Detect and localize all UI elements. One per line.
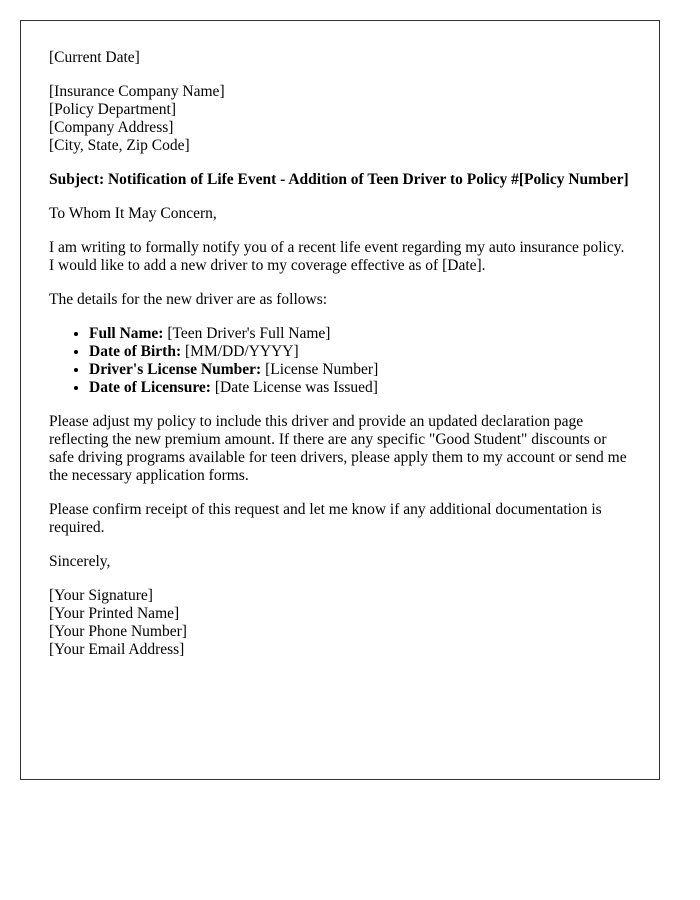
recipient-address <box>49 83 631 155</box>
recipient-street-address: [Company Address] <box>49 119 174 136</box>
subject-line: Subject: Notification of Life Event - Addition of Teen Driver to Policy #[Policy Number] <box>49 171 629 188</box>
detail-item-full-name <box>89 325 631 343</box>
detail-label: Date of Licensure: <box>89 379 211 396</box>
details-intro: The details for the new driver are as follows: <box>49 291 328 308</box>
detail-item-license-number <box>89 361 631 379</box>
detail-value: [License Number] <box>261 361 379 378</box>
driver-details-list <box>49 325 631 397</box>
confirmation-paragraph: Please confirm receipt of this request and let me know if any additional documentation is required. <box>49 501 602 536</box>
signature-placeholder: [Your Signature] <box>49 587 153 604</box>
letter-date <box>49 49 631 67</box>
recipient-company-name: [Insurance Company Name] <box>49 83 225 100</box>
intro-paragraph: I am writing to formally notify you of a recent life event regarding my auto insurance policy. I would like to add a new driver to my coverage effective as of [Date]. <box>49 239 625 274</box>
closing: Sincerely, <box>49 553 111 570</box>
letter-page <box>20 20 660 780</box>
salutation: To Whom It May Concern, <box>49 205 217 222</box>
detail-label: Full Name: <box>89 325 164 342</box>
email-address: [Your Email Address] <box>49 641 185 658</box>
recipient-department: [Policy Department] <box>49 101 176 118</box>
detail-value: [MM/DD/YYYY] <box>181 343 299 360</box>
signature-block <box>49 587 631 659</box>
detail-label: Date of Birth: <box>89 343 182 360</box>
request-paragraph: Please adjust my policy to include this driver and provide an updated declaration page reflecting the new premium amount. If there are any specific "Good Student" discounts or safe driving programs available for teen drivers, please apply them to my account or send me the necessary application forms. <box>49 413 627 484</box>
date-text: [Current Date] <box>49 49 140 66</box>
detail-item-date-of-birth <box>89 343 631 361</box>
recipient-city-state-zip: [City, State, Zip Code] <box>49 137 190 154</box>
detail-value: [Date License was Issued] <box>210 379 378 396</box>
detail-label: Driver's License Number: <box>89 361 262 378</box>
printed-name: [Your Printed Name] <box>49 605 180 622</box>
detail-value: [Teen Driver's Full Name] <box>163 325 331 342</box>
detail-item-date-of-licensure <box>89 379 631 397</box>
phone-number: [Your Phone Number] <box>49 623 187 640</box>
